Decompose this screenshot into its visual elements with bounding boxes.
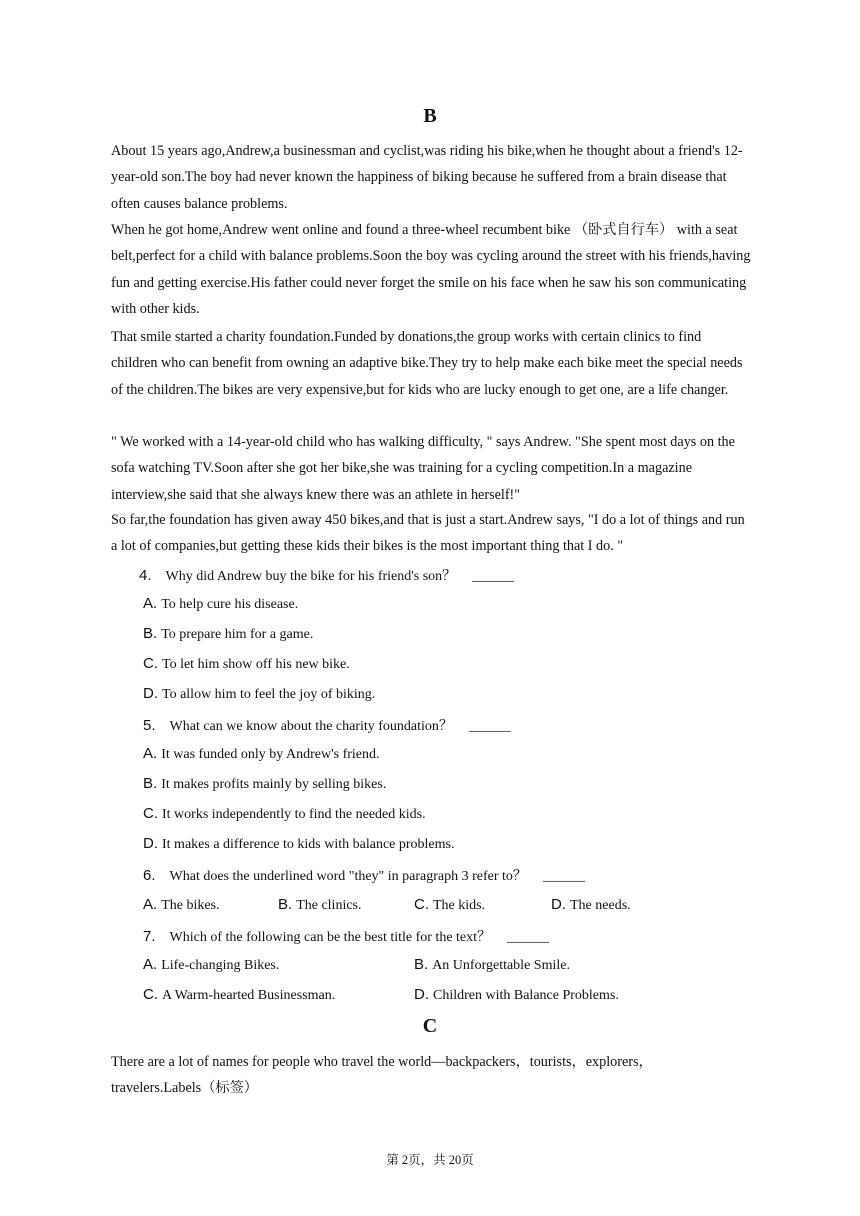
paragraph-3: That smile started a charity foundation.Funded by donations,the group works with certain clinics to find children who can benefit from owning an adaptive bike.They try to help make each bike meet the special needs of the children.The bikes are very expensive,but for kids who are lucky enough to get one, are a life changer. [111,329,743,398]
page-footer: 第 2页，共 20页 [386,1153,474,1167]
question-number: 6. [143,867,156,884]
question-stem: Why did Andrew buy the bike for his friend's son？ [165,569,457,584]
question-stem: Which of the following can be the best title for the text？ [169,930,492,945]
question-stem: What can we know about the charity foundation？ [169,719,453,734]
answer-blank: ______ [468,719,511,734]
question-5 [143,715,511,735]
paragraph-2: When he got home,Andrew went online and found a three-wheel recumbent bike （卧式自行车） with a seat belt,perfect for a child with balance problems.Soon the boy was cycling around the street with his friends,having fun and getting exercise.His father could never forget the smile on his face when he saw his son communicating with other kids. [111,222,751,317]
q5-option-a: A. It was funded only by Andrew's friend. [143,745,380,762]
q4-option-b: B. To prepare him for a game. [143,625,314,642]
section-b-title: B [423,105,437,127]
paragraph-1: About 15 years ago,Andrew,a businessman and cyclist,was riding his bike,when he thought about a friend's 12-year-old son.The boy had never known the happiness of biking because he suffered from a brain disease that often causes balance problems. [111,143,743,212]
q4-option-c: C. To let him show off his new bike. [143,655,350,672]
q6-option-c: C. The kids. [414,896,486,913]
question-7 [143,926,549,946]
q4-option-d: D. To allow him to feel the joy of biking. [143,685,376,702]
q7-option-b: B. An Unforgettable Smile. [414,956,570,973]
paragraph-5: So far,the foundation has given away 450 bikes,and that is just a start.Andrew says, "I do a lot of things and run a lot of companies,but getting these kids their bikes is the most important thing that I do. " [111,512,745,555]
q7-option-a: A. Life-changing Bikes. [143,956,280,973]
paragraph-4: " We worked with a 14-year-old child who has walking difficulty, " says Andrew. "She spent most days on the sofa watching TV.Soon after she got her bike,she was training for a cycling competition.In a magazine interview,she said that she always knew there was an athlete in herself!" [111,434,735,503]
answer-blank: ______ [507,930,550,945]
section-c-title: C [422,1015,438,1037]
q6-option-a: A. The bikes. [143,896,220,913]
question-4 [139,565,514,585]
q5-option-d: D. It makes a difference to kids with balance problems. [143,835,455,852]
q7-option-d: D. Children with Balance Problems. [414,986,619,1003]
q5-option-c: C. It works independently to find the needed kids. [143,805,426,822]
question-number: 5. [143,717,156,734]
question-number: 7. [143,928,156,945]
answer-blank: ______ [542,869,585,884]
q5-option-b: B. It makes profits mainly by selling bikes. [143,775,387,792]
q7-option-c: C. A Warm-hearted Businessman. [143,986,336,1003]
q4-option-a: A. To help cure his disease. [143,595,299,612]
q6-option-d: D. The needs. [551,896,631,913]
question-number: 4. [139,567,152,584]
question-stem: What does the underlined word "they" in paragraph 3 refer to？ [169,869,527,884]
q6-option-b: B. The clinics. [278,896,362,913]
question-6 [143,865,585,885]
section-c-paragraph: There are a lot of names for people who travel the world—backpackers，tourists，explorers，travelers.Labels（标签） [111,1054,653,1097]
answer-blank: ______ [472,569,515,584]
